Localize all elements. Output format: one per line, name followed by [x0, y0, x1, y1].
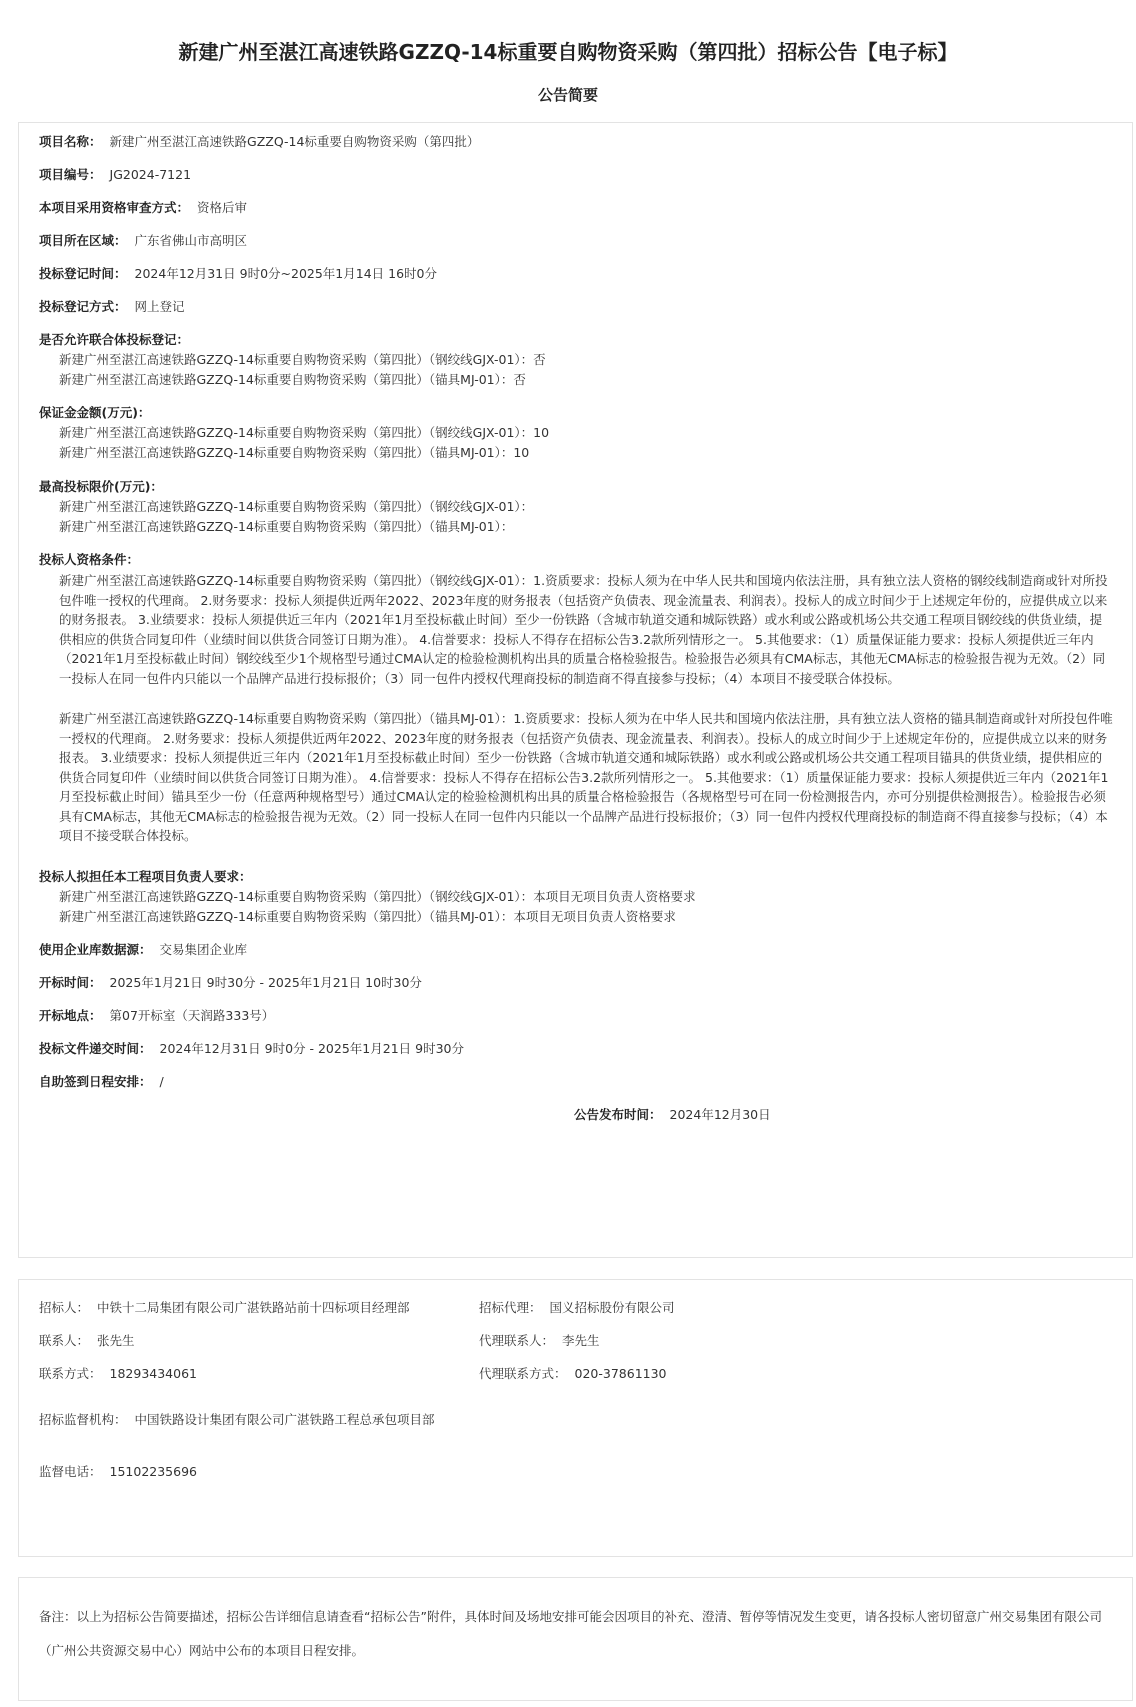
field-label: 自助签到日程安排：: [39, 1074, 152, 1089]
field-label: 监督电话：: [39, 1464, 102, 1479]
max-price-item: 新建广州至湛江高速铁路GZZQ-14标重要自购物资采购（第四批）（锚具MJ-01）：: [59, 519, 514, 534]
contact-row: [39, 1331, 479, 1351]
field-value: 资格后审: [197, 200, 248, 215]
opening-place-row: [39, 1006, 1114, 1026]
field-value: 网上登记: [134, 299, 185, 314]
bidder-qualification-label: 投标人资格条件：: [39, 552, 140, 567]
field-value: 李先生: [562, 1333, 600, 1348]
field-label: 联系人：: [39, 1333, 90, 1348]
field-label: 开标时间：: [39, 975, 102, 990]
page-title: 新建广州至湛江高速铁路GZZQ-14标重要自购物资采购（第四批）招标公告【电子标】: [178, 40, 958, 64]
deposit-item: 新建广州至湛江高速铁路GZZQ-14标重要自购物资采购（第四批）（钢绞线GJX-01）：10: [59, 425, 550, 440]
field-label: 招标代理：: [479, 1300, 542, 1315]
field-label: 项目所在区域：: [39, 233, 127, 248]
contacts-panel: [18, 1279, 1133, 1557]
field-value: 15102235696: [109, 1464, 197, 1479]
note-panel: [18, 1577, 1133, 1701]
field-value: 2024年12月30日: [669, 1107, 771, 1122]
project-manager-item: 新建广州至湛江高速铁路GZZQ-14标重要自购物资采购（第四批）（锚具MJ-01）：本项目无项目负责人资格要求: [59, 909, 676, 924]
agent-row: [479, 1298, 1099, 1318]
field-label: 开标地点：: [39, 1008, 102, 1023]
region-row: [39, 231, 1114, 251]
field-label: 项目编号：: [39, 167, 102, 182]
agent-phone-row: [479, 1364, 1099, 1384]
field-value: 2025年1月21日 9时30分 - 2025年1月21日 10时30分: [109, 975, 422, 990]
field-label: 投标登记时间：: [39, 266, 127, 281]
field-label: 投标文件递交时间：: [39, 1041, 152, 1056]
deposit-label: 保证金金额(万元)：: [39, 405, 151, 420]
field-label: 招标监督机构：: [39, 1412, 127, 1427]
field-value: 中铁十二局集团有限公司广湛铁路站前十四标项目经理部: [97, 1300, 410, 1315]
field-value: /: [159, 1074, 164, 1089]
field-value: 广东省佛山市高明区: [134, 233, 248, 248]
max-price-label: 最高投标限价(万元)：: [39, 479, 163, 494]
note-text: 备注：以上为招标公告简要描述，招标公告详细信息请查看“招标公告”附件，具体时间及场地安排可能会因项目的补充、澄清、暂停等情况发生变更，请各投标人密切留意广州交易集团有限公司（广州公共资源交易中心）网站中公布的本项目日程安排。: [39, 1609, 1102, 1658]
tenderer-row: [39, 1298, 479, 1318]
field-value: 2024年12月31日 9时0分 - 2025年1月21日 9时30分: [159, 1041, 464, 1056]
enterprise-db-row: [39, 940, 1114, 960]
field-label: 联系方式：: [39, 1366, 102, 1381]
field-value: 中国铁路设计集团有限公司广湛铁路工程总承包项目部: [134, 1412, 435, 1427]
field-value: 新建广州至湛江高速铁路GZZQ-14标重要自购物资采购（第四批）: [109, 134, 480, 149]
bidder-qualification-item: 新建广州至湛江高速铁路GZZQ-14标重要自购物资采购（第四批）（钢绞线GJX-01）：1.资质要求：投标人须为在中华人民共和国境内依法注册，具有独立法人资格的钢绞线制造商或针对所投包件唯一授权的代理商。 2.财务要求：投标人须提供近两年2022、2023年度的财务报表（包括资产负债表、现金流量表、利润表）。投标人的成立时间少于上述规定年份的，应提供成立以来的财务报表。 3.业绩要求：投标人须提供近三年内（2021年1月至投标截止时间）至少一份铁路（含城市轨道交通和城际铁路）或水利或公路或机场公共交通工程项目钢绞线的供货业绩，提供相应的供货合同复印件（业绩时间以供货合同签订日期为准）。 4.信誉要求：投标人不得存在招标公告3.2款所列情形之一。 5.其他要求：（1）质量保证能力要求：投标人须提供近三年内（2021年1月至投标截止时间）钢绞线至少1个规格型号通过CMA认定的检验检测机构出具的质量合格检验报告。检验报告必须具有CMA标志，其他无CMA标志的检验报告视为无效。（2）同一投标人在同一包件内只能以一个品牌产品进行投标报价；（3）同一包件内授权代理商投标的制造商不得直接参与投标；（4）本项目不接受联合体投标。: [59, 573, 1108, 686]
field-label: 代理联系人：: [479, 1333, 555, 1348]
qualification-method-row: [39, 198, 1114, 218]
opening-time-row: [39, 973, 1114, 993]
phone-row: [39, 1364, 479, 1384]
self-checkin-row: [39, 1072, 1114, 1092]
field-label: 本项目采用资格审查方式：: [39, 200, 190, 215]
field-value: 交易集团企业库: [159, 942, 248, 957]
field-label: 公告发布时间：: [574, 1107, 662, 1122]
field-value: 第07开标室（天润路333号）: [109, 1008, 275, 1023]
field-label: 招标人：: [39, 1300, 90, 1315]
supervisor-row: [39, 1410, 479, 1430]
agent-contact-row: [479, 1331, 1099, 1351]
project-manager-label: 投标人拟担任本工程项目负责人要求：: [39, 869, 252, 884]
register-time-row: [39, 264, 1114, 284]
register-method-row: [39, 297, 1114, 317]
field-label: 代理联系方式：: [479, 1366, 567, 1381]
field-label: 使用企业库数据源：: [39, 942, 152, 957]
consortium-item: 新建广州至湛江高速铁路GZZQ-14标重要自购物资采购（第四批）（锚具MJ-01）：否: [59, 372, 526, 387]
project-manager-item: 新建广州至湛江高速铁路GZZQ-14标重要自购物资采购（第四批）（钢绞线GJX-01）：本项目无项目负责人资格要求: [59, 889, 696, 904]
field-value: JG2024-7121: [109, 167, 192, 182]
project-number-row: [39, 165, 1114, 185]
field-value: 2024年12月31日 9时0分~2025年1月14日 16时0分: [134, 266, 437, 281]
field-label: 项目名称：: [39, 134, 102, 149]
summary-panel: [18, 122, 1133, 1258]
field-value: 张先生: [97, 1333, 135, 1348]
page-subtitle: 公告简要: [537, 86, 598, 104]
consortium-item: 新建广州至湛江高速铁路GZZQ-14标重要自购物资采购（第四批）（钢绞线GJX-01）：否: [59, 352, 546, 367]
field-value: 020-37861130: [574, 1366, 667, 1381]
supervisor-phone-row: [39, 1462, 479, 1482]
field-value: 18293434061: [109, 1366, 197, 1381]
max-price-item: 新建广州至湛江高速铁路GZZQ-14标重要自购物资采购（第四批）（钢绞线GJX-01）：: [59, 499, 534, 514]
project-name-row: [39, 132, 1114, 152]
field-value: 国义招标股份有限公司: [549, 1300, 675, 1315]
consortium-label: 是否允许联合体投标登记：: [39, 332, 190, 347]
submission-time-row: [39, 1039, 1114, 1059]
field-label: 投标登记方式：: [39, 299, 127, 314]
deposit-item: 新建广州至湛江高速铁路GZZQ-14标重要自购物资采购（第四批）（锚具MJ-01）：10: [59, 445, 530, 460]
bidder-qualification-item: 新建广州至湛江高速铁路GZZQ-14标重要自购物资采购（第四批）（锚具MJ-01）：1.资质要求：投标人须为在中华人民共和国境内依法注册，具有独立法人资格的锚具制造商或针对所投包件唯一授权的代理商。 2.财务要求：投标人须提供近两年2022、2023年度的财务报表（包括资产负债表、现金流量表、利润表）。投标人的成立时间少于上述规定年份的，应提供成立以来的财务报表。 3.业绩要求：投标人须提供近三年内（2021年1月至投标截止时间）至少一份铁路（含城市轨道交通和城际铁路）或水利或公路或机场公共交通工程项目锚具的供货业绩，提供相应的供货合同复印件（业绩时间以供货合同签订日期为准）。 4.信誉要求：投标人不得存在招标公告3.2款所列情形之一。 5.其他要求：（1）质量保证能力要求：投标人须提供近三年内（2021年1月至投标截止时间）锚具至少一份（任意两种规格型号）通过CMA认定的检验检测机构出具的质量合格检验报告（各规格型号可在同一份检测报告内，亦可分别提供检测报告）。检验报告必须具有CMA标志，其他无CMA标志的检验报告视为无效。（2）同一投标人在同一包件内只能以一个品牌产品进行投标报价；（3）同一包件内授权代理商投标的制造商不得直接参与投标；（4）本项目不接受联合体投标。: [59, 711, 1113, 843]
publish-time-row: [574, 1105, 771, 1125]
